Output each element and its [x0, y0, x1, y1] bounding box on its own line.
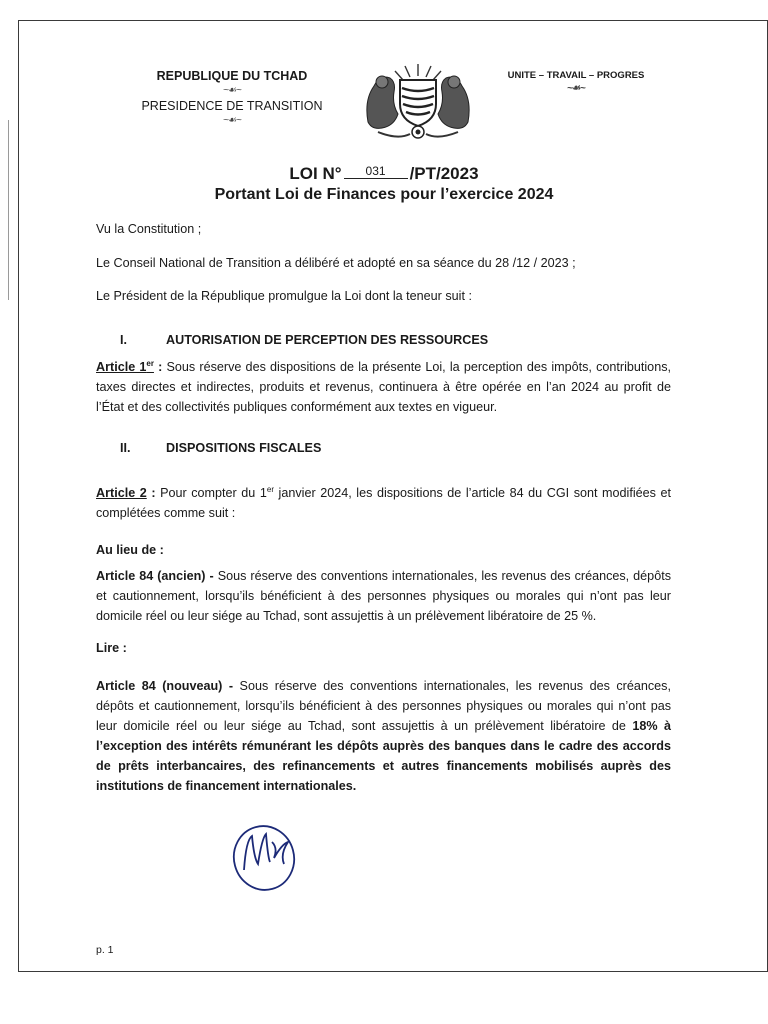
article-2: Article 2 : Pour compter du 1er janvier 2024, les dispositions de l’article 84 du CGI sont modifiées et complétées comme suit : [96, 485, 672, 521]
letterhead-left [122, 68, 342, 128]
article-84-ancien [96, 566, 671, 626]
article-text: Sous réserve des conventions internationales, les revenus des créances, dépôts et cautionnement, lorsqu’ils bénéficient à des personnes physiques ou morales qui n’ont pas leur domicile réel ou leur siége au Tchad, sont assujettis à un prélèvement libératoire de 25 %. [96, 569, 671, 623]
presidency-name: PRESIDENCE DE TRANSITION [141, 99, 323, 113]
section-title: DISPOSITIONS FISCALES [166, 441, 322, 455]
au-lieu-de-heading: Au lieu de : [96, 543, 164, 557]
article-text: Sous réserve des dispositions de la présente Loi, la perception des impôts, contributions, taxes directes et indirectes, produits et revenus, continuera à être opérée en l’an 2024 au profit de l’État et des collectivités publiques conformément aux textes en vigueur. [96, 360, 671, 415]
letterhead-right [496, 70, 656, 96]
law-suffix: /PT/2023 [409, 164, 479, 183]
law-prefix: LOI N° [289, 164, 342, 183]
republic-name: REPUBLIQUE DU TCHAD [156, 69, 308, 83]
preamble-vu: Vu la Constitution ; [96, 222, 202, 236]
section-number: II. [120, 441, 131, 455]
ornament-divider: ~☙~ [223, 115, 241, 126]
article-label: Article 2 [96, 486, 147, 501]
lire-heading: Lire : [96, 641, 127, 655]
article-label: Article 1er [96, 359, 154, 375]
scan-edge-mark [8, 120, 9, 300]
section-number: I. [120, 333, 127, 347]
ornament-divider: ~☙~ [567, 83, 585, 94]
law-number: 031 [344, 164, 408, 179]
article-84-nouveau [96, 676, 671, 796]
law-title [0, 164, 768, 184]
law-subtitle: Portant Loi de Finances pour l’exercice 2024 [214, 186, 554, 203]
preamble-president: Le Président de la République promulgue la Loi dont la teneur suit : [96, 289, 472, 303]
signature-icon [226, 818, 306, 894]
page-number: p. 1 [96, 944, 114, 956]
ornament-divider: ~☙~ [223, 85, 241, 96]
article-text: Sous réserve des conventions internationales, les revenus des créances, dépôts et cautionnement, lorsqu’ils bénéficient à des personnes physiques ou morales qui n’ont pas leur domicile réel ou leur siége au Tchad, sont assujettis à un prélèvement libératoire de [96, 679, 671, 733]
article-label: Article 84 (ancien) - [96, 569, 214, 583]
article-bold-text: 18% à l’exception des intérêts rémunérant les dépôts auprès des banques dans le cadre des accords de prêts interbancaires, des refinancements et autres financements mobilisés auprès des institutions de financement internationales. [96, 719, 671, 793]
article-1: Article 1er : Sous réserve des dispositions de la présente Loi, la perception des impôts, contributions, taxes directes et indirectes, produits et revenus, continuera à être opérée en l’an 2024 au profit de l’État et des collectivités publiques conformément aux textes en vigueur. [96, 359, 671, 415]
section-title: AUTORISATION DE PERCEPTION DES RESSOURCES [166, 333, 489, 347]
preamble-conseil: Le Conseil National de Transition a délibéré et adopté en sa séance du 28 /12 / 2023 ; [96, 256, 576, 270]
article-label: Article 84 (nouveau) - [96, 679, 234, 693]
national-motto: UNITE – TRAVAIL – PROGRES [507, 70, 645, 81]
coat-of-arms-icon [358, 60, 478, 142]
